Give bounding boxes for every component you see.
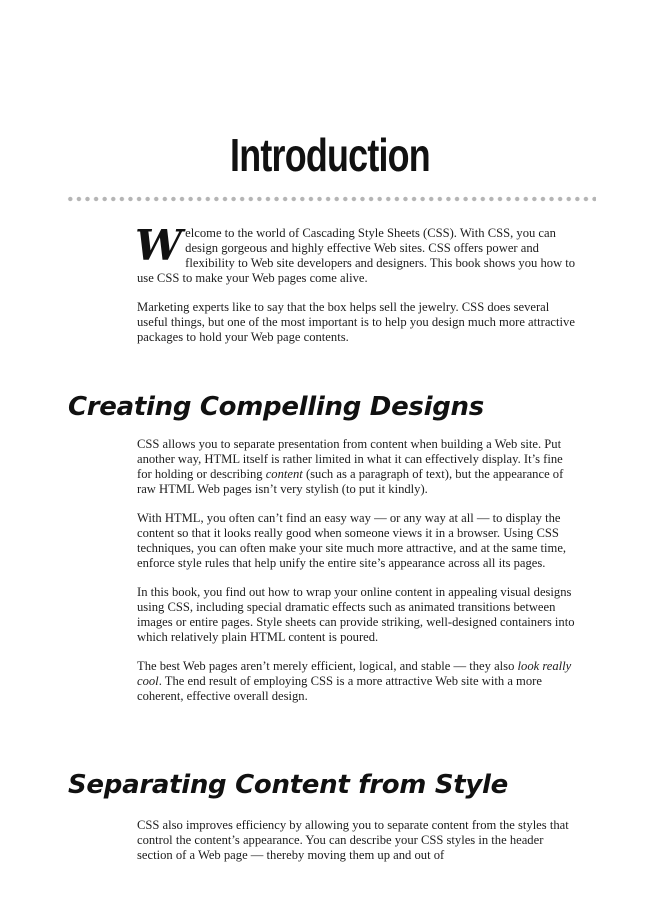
dotted-divider — [66, 196, 596, 202]
designs-p1-part-a: CSS allows you to separate presentation from content when building a Web site. Put another way, HTML itself is rather limited in what it can effectively display. It’s fine for holding or describing — [137, 437, 563, 481]
chapter-title: Introduction — [230, 129, 430, 181]
designs-paragraph-2: With HTML, you often can’t find an easy way — or any way at all — to display the content so that it looks really good when someone views it in a browser. Using CSS techniques, you can often make your site much more attractive, and at the same time, enforce style rules that help unify the entire site’s appearance across all its pages. — [137, 511, 567, 570]
intro-text — [135, 221, 579, 345]
intro-paragraph-2: Marketing experts like to say that the box helps sell the jewelry. CSS does several useful things, but one of the most important is to help you design much more attractive packages to hold your Web page contents. — [137, 300, 575, 344]
section-separating-text — [137, 818, 579, 863]
separating-paragraph-1: CSS also improves efficiency by allowing you to separate content from the styles that control the content’s appearance. You can describe your CSS styles in the header section of a Web page — thereby moving them up and out of — [137, 818, 569, 862]
designs-p4-emphasis: look really cool — [137, 659, 572, 688]
designs-paragraph-1 — [137, 437, 579, 497]
designs-p4-part-b: . The end result of employing CSS is a more attractive Web site with a more coherent, effective overall design. — [137, 674, 542, 703]
designs-p1-part-b: (such as a paragraph of text), but the appearance of raw HTML Web pages isn’t very stylish (to put it kindly). — [137, 467, 564, 496]
designs-p1-emphasis: content — [265, 467, 303, 481]
section-designs-text — [137, 437, 579, 704]
drop-cap: W — [135, 221, 183, 270]
intro-paragraph-1-text: elcome to the world of Cascading Style Sheets (CSS). With CSS, you can design gorgeous and highly effective Web sites. CSS offers power and flexibility to Web site developers and designers. This book shows you how to use CSS to make your Web pages come alive. — [137, 226, 576, 285]
section-heading-designs: Creating Compelling Designs — [68, 392, 484, 422]
designs-paragraph-3: In this book, you find out how to wrap your online content in appealing visual designs using CSS, including special dramatic effects such as animated transitions between images or entire pages. Style sheets can provide striking, well-designed containers into which relatively plain HTML content is poured. — [137, 585, 575, 644]
section-heading-separating: Separating Content from Style — [68, 770, 508, 800]
designs-p4-part-a: The best Web pages aren’t merely efficient, logical, and stable — they also — [137, 659, 518, 673]
intro-paragraph-1 — [135, 221, 579, 286]
designs-paragraph-4 — [137, 659, 579, 704]
